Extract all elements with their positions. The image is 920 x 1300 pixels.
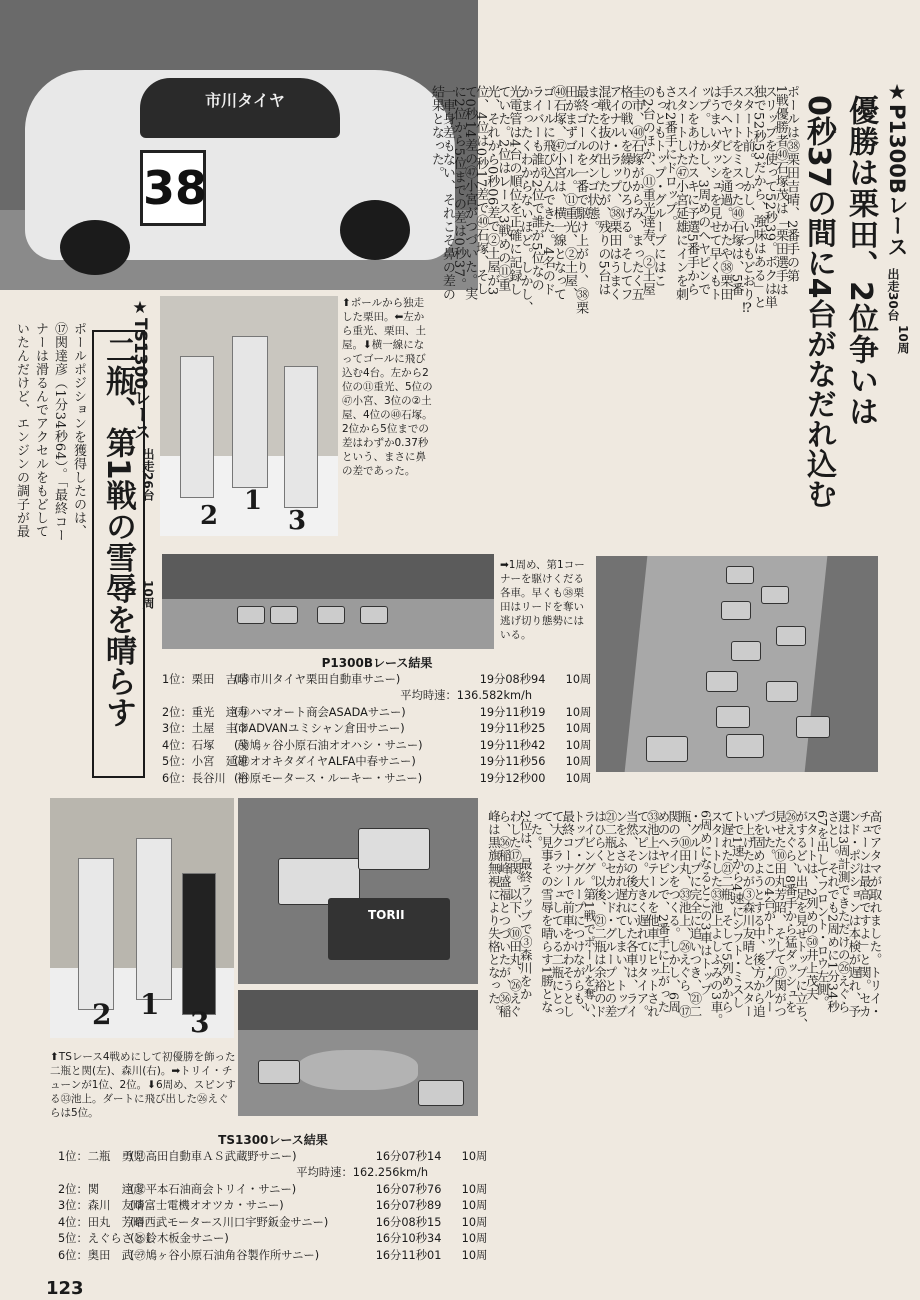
body-text-column: てスピン。大きく遅れてリタイア。 <box>634 810 650 1018</box>
driver-left <box>180 356 214 498</box>
body-text-column: ポールは㊳栗田吉晴、2番手の第 <box>784 85 799 283</box>
body-text-column: 光電管は4台の順位を正確に記録し <box>506 85 522 297</box>
race-car <box>358 828 430 870</box>
results-p1300-title: P1300Bレース結果 <box>321 656 433 670</box>
table-row <box>162 754 592 771</box>
result-laps: 10周 <box>565 771 592 785</box>
body-text-column: スリップを使って52秒39。ボクは単 <box>761 85 777 310</box>
race-car <box>761 586 789 604</box>
body-text-column: され2番手にドロップ。 <box>661 85 677 229</box>
body-text-column: ンをふさがれ遅れてしまい、トップ <box>613 810 629 1018</box>
result-team: (㉗鳩ヶ谷小原石油角谷製作所サニー) <box>130 1248 320 1262</box>
body-text-column: 67を出してフロント・ロウ左側。 <box>815 810 830 1009</box>
body-text-column: はうまいダッシュを見せて早くもト <box>706 85 722 301</box>
table-row <box>162 738 592 755</box>
body-text-column: もっともトップ・グループにはこ <box>650 85 666 288</box>
table-row <box>58 1149 488 1166</box>
table-row <box>58 1231 488 1248</box>
caption-podium-2: ⬆TSレース4戦めにして初優勝を飾った二瓶と関(左)、森川(右)。➡トリイ・チューンが1位、2位。⬇6周め、スピンする㉝池上。ダートに飛び出した㉖えぐらは5位。 <box>50 1051 236 1119</box>
body-text-column: スタート前。しかし、いつもどおり⁉ <box>739 85 755 317</box>
body-text-column: 一車身差もない、それこそ鼻の差の <box>439 85 455 301</box>
body-text-column: 光、それから0秒06差で②土屋が3 <box>484 85 500 296</box>
race-car <box>731 641 761 661</box>
driver-center <box>136 838 172 1000</box>
result-time: 19分08秒94 <box>479 672 546 686</box>
body-text-column: ㉝池上はテールを他車にヒットされ <box>645 810 661 1018</box>
body-text-column: ・グループに完全に追いつき、㉑二 <box>687 810 703 1018</box>
article2-body-left <box>8 322 88 782</box>
body-text-column: 最終コーナーで前車をかわそうとし <box>560 810 576 1018</box>
body-text-column: ゴールに飛び込んできた。4名のド <box>539 85 555 297</box>
result-time: 19分11秒25 <box>479 722 546 735</box>
body-text-column: ポールポジションを獲得したのは、 <box>71 322 86 538</box>
article1-laps: 10周 <box>896 325 910 354</box>
body-text-column: 圭市、㊵石塚がからみ、まったく五 <box>628 85 644 301</box>
result-pos: 5位：えぐらさとし <box>58 1232 156 1245</box>
body-text-column: 当然、その後方にいた各車は、ライ <box>624 810 640 1018</box>
race-car <box>726 734 764 758</box>
result-time: 16分11秒01 <box>375 1248 442 1262</box>
result-team: (②ADVANユミシャン倉田サニー) <box>234 722 405 735</box>
results-ts1300-avg-speed: 平均時速：162.256km/h <box>296 1166 428 1179</box>
result-pos: 3位：森川 友晴 <box>58 1199 145 1212</box>
photo-podium-1 <box>160 296 338 536</box>
result-pos: 2位：重光 達寿 <box>162 705 249 719</box>
rear-wheel <box>340 200 410 260</box>
result-time: 19分11秒56 <box>479 755 546 768</box>
torii-label: TORII <box>368 908 405 922</box>
result-team: (㊹原モータース・ルーキー・サニー) <box>234 771 423 785</box>
body-text-column: インをあけたスキに予選5番手から <box>684 85 700 297</box>
result-pos: 6位：長谷川 裕 <box>162 771 249 785</box>
body-text-column: 混戦を抜け出したが、残りの5台は <box>595 85 611 297</box>
body-text-column: プを固めようとする中、後方から追 <box>751 810 767 1018</box>
race-car <box>716 706 750 728</box>
driver-center <box>232 336 268 488</box>
photo-first-lap <box>596 556 878 772</box>
body-text-column: ㉖えぐら、8番手から猛ダッシュを <box>783 810 799 1014</box>
body-text-column: まったくのダンゴ状態。 <box>584 85 600 234</box>
race-car <box>796 716 830 738</box>
result-laps: 10周 <box>461 1182 488 1196</box>
body-text-column: トで1速から4速にシフト・ミスし <box>730 810 746 1009</box>
table-row <box>162 705 592 722</box>
result-team: (㊵鳩ヶ谷小原石油オオハシ・サニー) <box>234 738 423 752</box>
result-laps: 10周 <box>461 1149 488 1163</box>
body-text-column: わした⑰関。以下、⑩田丸、㉖えぐ <box>507 810 523 1018</box>
result-time: 19分11秒42 <box>479 738 546 752</box>
body-text-column: 1戦優勝者㊵石塚茂は「栗田選手は <box>772 85 788 297</box>
result-team: (⑪ハマオート商会ASADAサニー) <box>234 705 406 719</box>
photo-ts-cars <box>238 798 478 984</box>
dust-cloud <box>298 1050 418 1090</box>
body-text-column: 峰は黒旗無視により失格となった。 <box>486 810 502 1018</box>
result-laps: 10周 <box>565 672 592 686</box>
body-text-column: 見せた⑩田丸芳昭、そして⑰関がつ <box>772 810 788 1018</box>
result-pos: 4位：田丸 芳昭 <box>58 1215 145 1229</box>
driver-right <box>182 873 216 1015</box>
result-pos: 4位：石塚 茂 <box>162 738 249 752</box>
results-p1300-avg-speed: 平均時速：136.582km/h <box>400 689 532 702</box>
body-text-column: に2位から5位までの差は0秒37。 <box>451 85 466 291</box>
result-time: 16分10秒34 <box>375 1232 442 1245</box>
article1-entries: 出走30台 <box>886 268 900 321</box>
result-laps: 10周 <box>565 722 592 735</box>
body-text-column: 格の戦いを繰りひろげる。そしてフ <box>617 85 633 301</box>
body-text-column: 最終ゴールを一番で駆け上がり、㊳栗 <box>573 85 589 315</box>
article1-headline-line2: 0秒37の間に4台がなだれ込む <box>801 95 836 509</box>
table-row <box>162 672 592 689</box>
result-team: (㉖鈴木板金サニー) <box>130 1232 229 1245</box>
table-row <box>58 1215 488 1232</box>
body-text-column: さとし。それでも2周めに1分34秒 <box>825 810 841 1013</box>
result-team: (㊼オオキタダイヤALFA中春サニー) <box>234 755 416 768</box>
body-text-column: かまったくわからないほど。しかし、 <box>517 85 533 315</box>
result-laps: 10周 <box>461 1232 488 1245</box>
body-text-column: い上げたのが③森川友晴と、スター <box>740 810 756 1018</box>
podium1-place-2: 2 <box>200 501 219 531</box>
race-car <box>766 681 798 702</box>
race-car <box>360 606 388 624</box>
podium2-place-3: 3 <box>190 1006 210 1038</box>
result-team: (⑩西武モータース川口宇野鈑金サニー) <box>130 1215 329 1229</box>
race-car <box>646 736 688 762</box>
race-car <box>726 566 754 584</box>
body-text-column: 選は3周計測できただけの㉖えぐら <box>836 810 852 1014</box>
body-text-column: 高でアタマが取れました。トリイ・ <box>868 810 883 1018</box>
result-time: 16分08秒15 <box>375 1215 442 1229</box>
body-text-column: 2位は、最終ラップで③森川をか <box>518 810 534 1001</box>
result-team: (⑰平本石油商会トリイ・サニー) <box>130 1182 297 1196</box>
result-time: 19分11秒19 <box>479 705 546 719</box>
body-text-column: がするどい出足を見せトップに立ち、 <box>793 810 809 1031</box>
result-time: 16分07秒76 <box>375 1182 442 1196</box>
body-text-column: 位、4位は0秒17差で㊵石塚、そし <box>473 85 489 296</box>
race-car <box>317 606 345 624</box>
article2-laps: 10周 <box>141 580 155 609</box>
article2-headline: 二瓶、第1戦の雪辱を晴らす <box>92 330 145 778</box>
body-text-column: トップ・グループにつけながらも、 <box>571 810 587 1018</box>
result-pos: 3位：土屋 圭市 <box>162 722 249 735</box>
driver-left <box>78 858 114 1010</box>
body-text-column: ⑰関達彦（1分34秒64）。「最終コー <box>52 322 67 542</box>
table-row <box>162 721 592 738</box>
table-row <box>162 771 592 788</box>
front-wheel <box>60 220 130 275</box>
body-text-column: 6周めになるとこの3車はトップ <box>698 810 714 996</box>
race-car <box>776 626 806 646</box>
result-team: (③富士電機オオツカ・サニー) <box>130 1199 284 1212</box>
body-text-column: 独で52秒53だから、強味はある」と <box>750 85 766 310</box>
race-car <box>270 606 298 624</box>
body-text-column: チューンは最高ですよ」と関。セカ <box>857 810 873 1018</box>
race-car <box>706 671 738 692</box>
body-text-column: 田がまずゴール。⑪重光、②土屋、 <box>562 85 577 301</box>
body-text-column: ンド・ポジションは本検が遅れ、予 <box>846 810 862 1018</box>
article1-entries-laps <box>886 268 900 321</box>
results-p1300 <box>162 655 592 787</box>
body-text-column: て大クラッシュしている二瓶にとっ <box>550 810 565 1018</box>
body-text-column: ら、㊱稲峰盛福とつづいたが、㊱稲 <box>497 810 512 1018</box>
article2-category: ★TS1300レース <box>130 298 150 441</box>
body-text-column: スタートした㊼小宮延雄にインを刺 <box>673 85 688 301</box>
article1-category: ★P1300Bレース <box>885 80 909 257</box>
body-text-column: スタートは、2列めの㊿井上茂夫 <box>804 810 820 1001</box>
body-text-column: ナーは滑るんでアクセルをもどして <box>33 322 48 538</box>
trees <box>162 554 494 599</box>
article2-entries: 出走26台 <box>141 448 155 501</box>
body-text-column: て遅れた㉑二瓶、そして5列めから <box>719 810 735 1014</box>
body-text-column: 関のラインをつくる。しかし、6周 <box>666 810 682 1014</box>
body-text-column: 瓶、⑩田丸、㉝池上、㉖えぐら、⑰ <box>677 810 693 1018</box>
body-text-column: ライバーも誰が2位で誰が5位なの <box>528 85 544 292</box>
body-text-column: ㊵石塚、㊼小宮は、横一線となって <box>550 85 566 301</box>
windshield-banner: 市川タイヤ <box>205 91 285 110</box>
body-text-column: はひらく。以後、㉑二瓶は余裕のド <box>592 810 608 1018</box>
body-text-column: て、見事その雪辱を晴らす1勝とな <box>539 810 555 1014</box>
photo-podium-2 <box>50 798 234 1038</box>
page-number: 123 <box>46 1278 84 1299</box>
result-pos: 2位：関 達彦 <box>58 1182 145 1196</box>
results-ts1300-title: TS1300レース結果 <box>218 1133 328 1147</box>
body-text-column: て0秒14差の㊼小宮がつづいた。実 <box>462 85 478 301</box>
body-text-column: ライビング。第1戦でポールを奪い、 <box>581 810 597 1027</box>
article1-headline-line1: 優勝は栗田、2位争いは <box>843 95 878 427</box>
body-text-column: ㉑二瓶とセカンド・グループとの差 <box>603 810 618 1018</box>
race-car <box>237 606 265 624</box>
race-car <box>721 601 751 620</box>
podium2-place-2: 2 <box>92 998 112 1031</box>
race-car <box>258 1060 300 1084</box>
body-text-column: いたんだけど、エンジンの調子が最 <box>14 322 29 538</box>
body-text-column: 結果となった。 <box>428 85 444 180</box>
body-text-column: の2台のほか、⑪重光達寿、②土屋 <box>639 85 655 297</box>
caption-podium-1: ⬆ポールから独走した栗田。⬅左から重光、栗田、土屋。⬇横一線になってゴールに飛び込む4台。左から2位の⑪重光、5位の㊼小宮、3位の②土屋、4位の㊵石塚。2位から5位までの差はわずか0.37秒という、まさに鼻の差であった。 <box>342 297 433 477</box>
result-time: 16分07秒14 <box>375 1149 442 1163</box>
body-text-column: アイナル・ラップ、㊳栗田はうまく <box>606 85 622 301</box>
result-laps: 10周 <box>461 1248 488 1262</box>
result-pos: 1位：二瓶 勇児 <box>58 1149 145 1163</box>
result-laps: 10周 <box>565 755 592 768</box>
body-text-column: ていた。2位はレース3戦めの⑪重 <box>495 85 511 292</box>
body-text-column: めのヘヤピンで、2番手に上がった <box>656 810 671 1014</box>
car-number-plate: 38 <box>140 150 206 226</box>
result-laps: 10周 <box>461 1215 488 1229</box>
result-team: (㊳市川タイヤ栗田自動車サニー) <box>234 672 401 686</box>
result-laps: 10周 <box>565 705 592 719</box>
results-ts1300 <box>58 1132 488 1264</box>
photo-car-38 <box>0 0 478 290</box>
result-team: (㉑高田自動車ＡＳ武蔵野サニー) <box>130 1149 297 1163</box>
body-text-column: スタートをミスった㊵石塚は、5番 <box>728 85 744 297</box>
photo-spin <box>238 990 478 1116</box>
result-laps: 10周 <box>461 1199 488 1212</box>
body-text-column: った。 <box>528 810 544 849</box>
caption-first-lap: ➡1周め、第1コーナーを駆けくだる各車。早くも㊳栗田はリードを奪い逃げ切り態勢にはいる。 <box>500 559 585 641</box>
body-text-column: ップ。しかし、3周めのヘヤピンで <box>695 85 711 297</box>
result-time: 19分12秒00 <box>479 771 546 785</box>
article2-body-right <box>480 810 883 1140</box>
driver-right <box>284 366 318 508</box>
article1-body-columns <box>430 85 797 535</box>
table-row <box>58 1198 488 1215</box>
table-row <box>58 1182 488 1199</box>
podium2-place-1: 1 <box>140 988 160 1021</box>
podium1-place-3: 3 <box>288 506 307 536</box>
result-laps: 10周 <box>565 738 592 752</box>
photo-track-pan <box>162 554 494 649</box>
table-row <box>58 1248 488 1265</box>
result-pos: 1位：栗田 吉晴 <box>162 672 249 686</box>
result-time: 16分07秒89 <box>375 1199 442 1212</box>
race-car <box>418 1080 464 1106</box>
body-text-column: スタートした㉝池上よしふみの3車。 <box>709 810 724 1027</box>
body-text-column: 手でヘヤピンを通過。かたや㊳栗田 <box>717 85 733 301</box>
result-pos: 5位：小宮 延雄 <box>162 755 249 768</box>
body-text-column: づいた。この4台がトップ・グルー <box>762 810 777 1014</box>
result-pos: 6位：奥田 武一 <box>58 1248 145 1262</box>
trees <box>238 990 478 1030</box>
podium1-place-1: 1 <box>244 486 263 516</box>
